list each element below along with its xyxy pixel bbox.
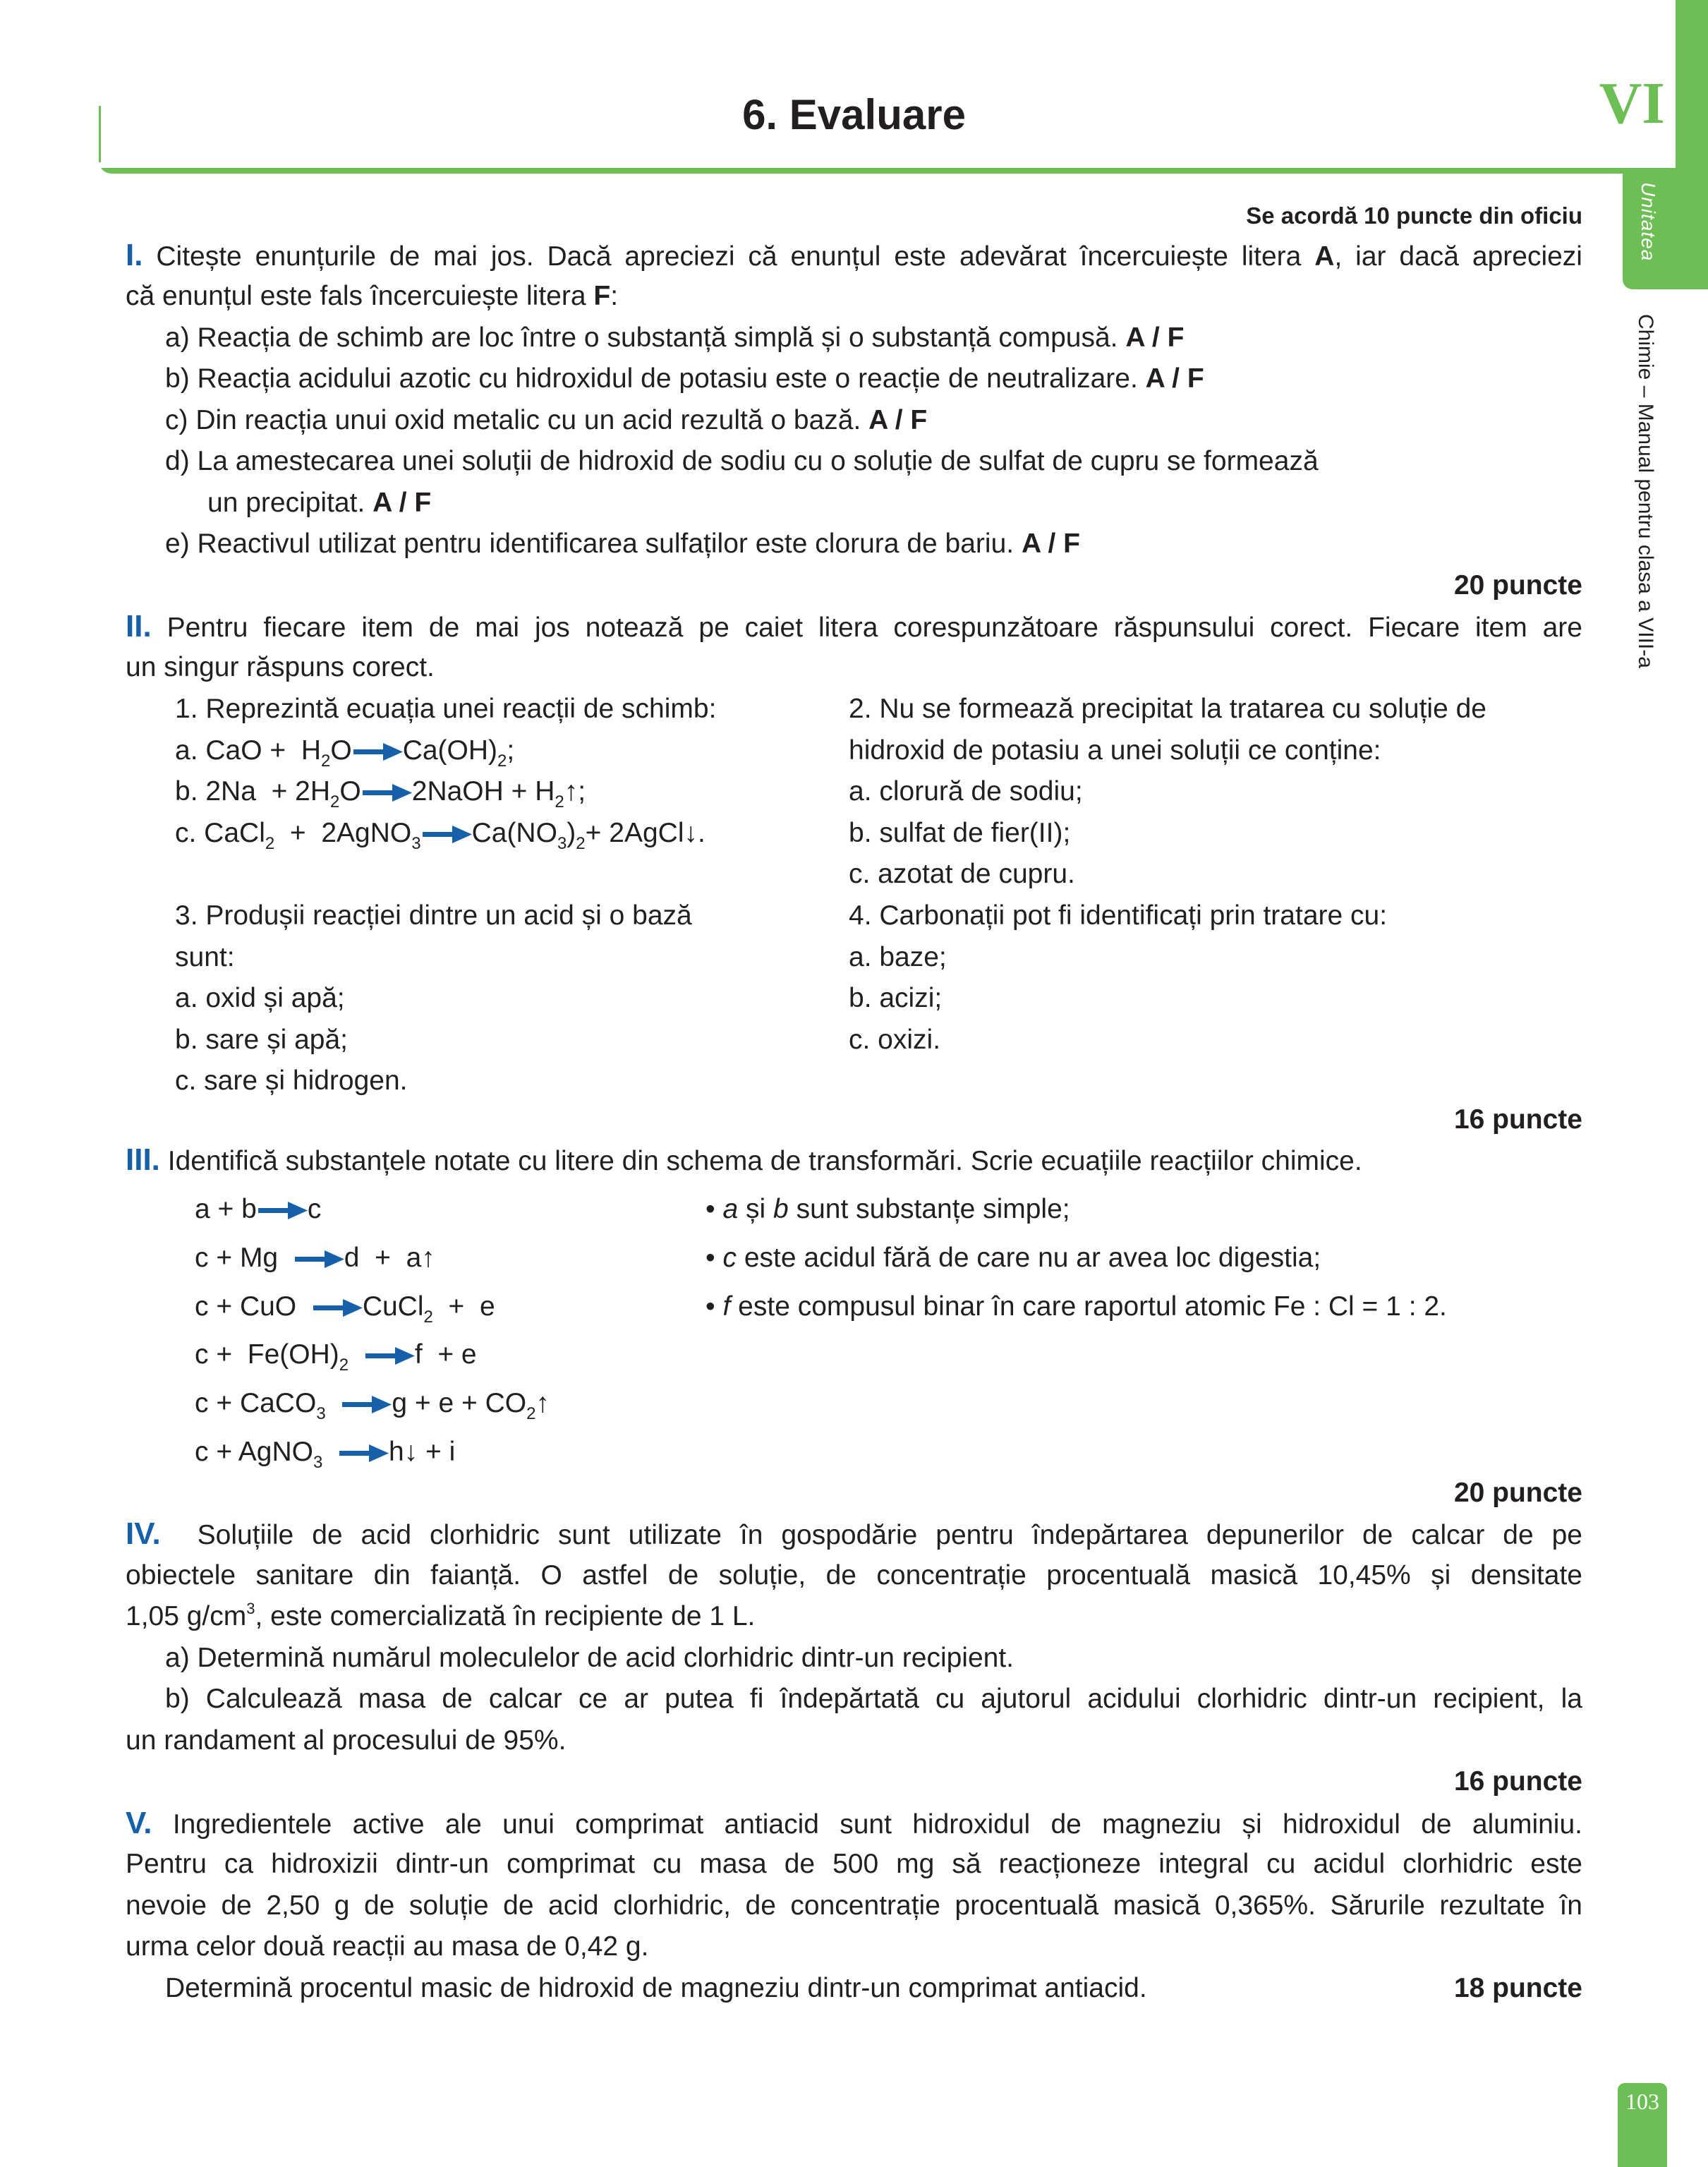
question-1-option-c[interactable]: c. CaCl$_2$ + 2AgNO$_3$ $Ca(NO_3)_2+$ 2AgCl↓.: [175, 818, 705, 853]
reaction-arrow-icon: [352, 741, 403, 762]
section-3-intro: III. Identifică substanțele notate cu litere din schema de transformări. Scrie ecuațiile reacțiilor chimice.: [126, 1142, 1362, 1177]
question-2-option-b[interactable]: b. sulfat de fier(II);: [849, 818, 1071, 848]
question-2-stem-line-2: hidroxid de potasiu a unei soluții ce conține:: [849, 735, 1381, 766]
section-2-points: 16 puncte: [1453, 1104, 1582, 1135]
question-3-stem-line-2: sunt:: [175, 942, 235, 972]
question-1-option-b[interactable]: b. $2Na + 2H_2O$ 2NaOH + $H_2↑$;: [175, 776, 586, 811]
section-5-task: Determină procentul masic de hidroxid de magneziu dintr-un comprimat antiacid.: [165, 1973, 1147, 2003]
statement-c: c) Din reacția unui oxid metalic cu un acid rezultă o bază. A / F: [165, 405, 928, 435]
unit-tab: [1623, 168, 1708, 289]
question-3-option-b[interactable]: b. sare și apă;: [175, 1025, 348, 1055]
unit-number: VI: [1599, 71, 1665, 136]
page-number: 103: [1618, 2083, 1667, 2167]
section-numeral: I.: [126, 238, 143, 272]
question-4-option-b[interactable]: b. acizi;: [849, 983, 943, 1013]
statement-d-continued: un precipitat. A / F: [207, 488, 432, 518]
reaction-arrow-icon: [364, 1345, 415, 1366]
bonus-points-note: Se acordă 10 puncte din oficiu: [1246, 203, 1582, 229]
question-4-option-a[interactable]: a. baze;: [849, 942, 947, 972]
reaction-arrow-icon: [421, 823, 472, 845]
scheme-row-4: $c + Fe(OH)_2$ f + e: [195, 1339, 477, 1375]
section-4-points: 16 puncte: [1453, 1766, 1582, 1797]
header-card: [99, 0, 1676, 168]
section-5-line-4: urma celor două reacții au masa de 0,42 g.: [126, 1931, 649, 1962]
question-1-option-a[interactable]: a. CaO + $H_2O$ $Ca(OH)_2$;: [175, 735, 515, 771]
reaction-arrow-icon: [312, 1297, 363, 1318]
true-false-choice[interactable]: A / F: [868, 405, 928, 435]
reaction-arrow-icon: [257, 1200, 308, 1221]
section-4-line-3: 1,05 $g/cm^3$, este comercializată în recipiente de 1 L.: [126, 1600, 756, 1631]
section-numeral: IV.: [126, 1516, 161, 1551]
true-false-choice[interactable]: A / F: [373, 488, 432, 518]
section-numeral: II.: [126, 609, 152, 644]
statement-b: b) Reacția acidului azotic cu hidroxidul de potasiu este o reacție de neutralizare. A / F: [165, 363, 1204, 394]
section-5-line-2: Pentru ca hidroxizii dintr-un comprimat cu masa de 500 mg să reacționeze integral cu acidul clorhidric este: [126, 1849, 1582, 1879]
section-4-item-b-line-1: b) Calculează masa de calcar ce ar putea fi îndepărtată cu ajutorul acidului clorhidric dintr-un recipient, la: [165, 1684, 1582, 1714]
scheme-row-2: c + Mg d + a↑: [195, 1243, 435, 1273]
question-3-option-a[interactable]: a. oxid și apă;: [175, 983, 345, 1013]
question-1-stem: 1. Reprezintă ecuația unei reacții de schimb:: [175, 694, 717, 724]
section-1-intro-line-2: că enunțul este fals încercuiește litera F:: [126, 281, 619, 311]
hint-1: • a și b sunt substanțe simple;: [705, 1194, 1070, 1224]
section-2-intro-line-2: un singur răspuns corect.: [126, 652, 435, 682]
true-false-choice[interactable]: A / F: [1021, 529, 1080, 559]
section-4-line-1: IV. Soluțiile de acid clorhidric sunt utilizate în gospodărie pentru îndepărtarea depunerilor de calcar de pe: [126, 1516, 1583, 1551]
scheme-row-5: c + CaCO$_3$ $g + e + CO_2↑$: [195, 1388, 550, 1423]
question-3-option-c[interactable]: c. sare și hidrogen.: [175, 1066, 408, 1096]
reaction-arrow-icon: [361, 782, 412, 803]
section-5-line-3: nevoie de 2,50 g de soluție de acid clorhidric, de concentrație procentuală masică 0,365%. Sărurile rezultate în: [126, 1890, 1582, 1921]
unit-label: Unitatea: [1637, 182, 1659, 262]
hint-2: • c este acidul fără de care nu ar avea loc digestia;: [705, 1243, 1321, 1273]
section-4-item-a: a) Determină numărul moleculelor de acid clorhidric dintr-un recipient.: [165, 1643, 1014, 1673]
reaction-arrow-icon: [341, 1394, 392, 1415]
question-2-option-c[interactable]: c. azotat de cupru.: [849, 859, 1075, 889]
scheme-row-6: c + AgNO$_3$ h↓ + i: [195, 1437, 456, 1472]
statement-a: a) Reacția de schimb are loc între o substanță simplă și o substanță compusă. A / F: [165, 322, 1185, 353]
scheme-row-1: a + b c: [195, 1194, 322, 1224]
statement-e: e) Reactivul utilizat pentru identificarea sulfaților este clorura de bariu. A / F: [165, 529, 1080, 559]
section-2-intro-line-1: II. Pentru fiecare item de mai jos notează pe caiet litera corespunzătoare răspunsului corect. Fiecare item are: [126, 609, 1582, 644]
question-2-option-a[interactable]: a. clorură de sodiu;: [849, 776, 1083, 807]
section-1-intro-line-1: I. Citește enunțurile de mai jos. Dacă apreciezi că enunțul este adevărat încercuiește litera A, iar dacă apreciezi: [126, 238, 1582, 272]
page-title: 6. Evaluare: [742, 91, 966, 138]
true-false-choice[interactable]: A / F: [1125, 322, 1185, 353]
section-4-item-b-line-2: un randament al procesului de 95%.: [126, 1725, 567, 1756]
section-numeral: V.: [126, 1806, 152, 1840]
reaction-arrow-icon: [293, 1248, 344, 1269]
question-2-stem-line-1: 2. Nu se formează precipitat la tratarea cu soluție de: [849, 694, 1486, 724]
section-4-line-2: obiectele sanitare din faianță. O astfel de soluție, de concentrație procentuală masică 10,45% și densitate: [126, 1560, 1582, 1590]
section-5-points: 18 puncte: [1453, 1973, 1582, 2003]
true-false-choice[interactable]: A / F: [1145, 363, 1204, 394]
section-numeral: III.: [126, 1142, 160, 1177]
section-1-points: 20 puncte: [1453, 570, 1582, 600]
question-4-stem: 4. Carbonații pot fi identificați prin tratare cu:: [849, 900, 1388, 931]
section-3-points: 20 puncte: [1453, 1478, 1582, 1508]
question-3-stem-line-1: 3. Produșii reacției dintre un acid și o bază: [175, 900, 692, 931]
scheme-row-3: c + CuO CuCl$_2$ + e: [195, 1291, 495, 1327]
reaction-arrow-icon: [338, 1442, 389, 1463]
section-5-line-1: V. Ingredientele active ale unui comprimat antiacid sunt hidroxidul de magneziu și hidroxidul de aluminiu.: [126, 1806, 1582, 1840]
question-4-option-c[interactable]: c. oxizi.: [849, 1025, 941, 1055]
statement-d: d) La amestecarea unei soluții de hidroxid de sodiu cu o soluție de sulfat de cupru se formează: [165, 446, 1319, 476]
hint-3: • f este compusul binar în care raportul atomic Fe : Cl = 1 : 2.: [705, 1291, 1447, 1322]
